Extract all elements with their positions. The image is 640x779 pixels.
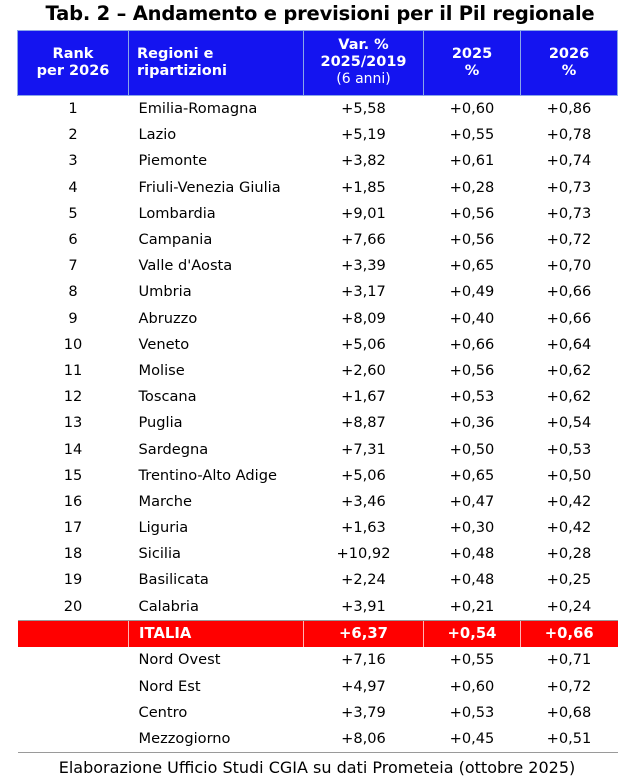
cell-region: Sardegna bbox=[129, 436, 304, 462]
cell-2025-percent: +0,60 bbox=[424, 96, 521, 123]
table-row bbox=[18, 148, 618, 174]
cell-rank: 13 bbox=[18, 410, 129, 436]
cell-2025-percent: +0,53 bbox=[424, 700, 521, 726]
cell-2025-percent: +0,65 bbox=[424, 253, 521, 279]
cell-2026-percent: +0,25 bbox=[521, 567, 618, 593]
cell-rank: 11 bbox=[18, 358, 129, 384]
cell-region: Liguria bbox=[129, 515, 304, 541]
column-header-2025 bbox=[424, 31, 521, 96]
cell-region: Toscana bbox=[129, 384, 304, 410]
column-header-rank-line2: per 2026 bbox=[36, 62, 110, 79]
cell-rank: 17 bbox=[18, 515, 129, 541]
cell-2026-percent: +0,42 bbox=[521, 515, 618, 541]
cell-2025-percent: +0,30 bbox=[424, 515, 521, 541]
cell-rank: 15 bbox=[18, 463, 129, 489]
table-row bbox=[18, 384, 618, 410]
cell-var-percent: +3,91 bbox=[304, 594, 424, 621]
cell-region: Trentino-Alto Adige bbox=[129, 463, 304, 489]
cell-2026-percent: +0,66 bbox=[521, 306, 618, 332]
cell-rank: 14 bbox=[18, 436, 129, 462]
cell-rank: 5 bbox=[18, 201, 129, 227]
table-row bbox=[18, 436, 618, 462]
cell-rank: 7 bbox=[18, 253, 129, 279]
table-row bbox=[18, 253, 618, 279]
cell-var-percent: +5,58 bbox=[304, 96, 424, 123]
cell-2025-percent: +0,65 bbox=[424, 463, 521, 489]
cell-rank bbox=[18, 647, 129, 673]
cell-2026-percent: +0,62 bbox=[521, 384, 618, 410]
table-row bbox=[18, 410, 618, 436]
cell-2025-percent: +0,40 bbox=[424, 306, 521, 332]
table-row bbox=[18, 175, 618, 201]
table-body bbox=[18, 96, 618, 753]
cell-var-percent: +3,46 bbox=[304, 489, 424, 515]
table-row bbox=[18, 122, 618, 148]
table-row bbox=[18, 463, 618, 489]
cell-2025-percent: +0,45 bbox=[424, 726, 521, 753]
cell-var-percent: +6,37 bbox=[304, 620, 424, 647]
cell-rank: 2 bbox=[18, 122, 129, 148]
cell-var-percent: +7,31 bbox=[304, 436, 424, 462]
cell-region: Sicilia bbox=[129, 541, 304, 567]
table-row bbox=[18, 489, 618, 515]
cell-var-percent: +7,66 bbox=[304, 227, 424, 253]
cell-region: Nord Est bbox=[129, 673, 304, 699]
cell-var-percent: +3,39 bbox=[304, 253, 424, 279]
cell-var-percent: +8,87 bbox=[304, 410, 424, 436]
cell-region: ITALIA bbox=[129, 620, 304, 647]
cell-var-percent: +3,17 bbox=[304, 279, 424, 305]
cell-2026-percent: +0,54 bbox=[521, 410, 618, 436]
cell-var-percent: +4,97 bbox=[304, 673, 424, 699]
table-row-macro bbox=[18, 726, 618, 753]
cell-2026-percent: +0,50 bbox=[521, 463, 618, 489]
cell-2025-percent: +0,21 bbox=[424, 594, 521, 621]
column-header-variazione bbox=[304, 31, 424, 96]
cell-region: Piemonte bbox=[129, 148, 304, 174]
column-header-2026-line2: % bbox=[561, 62, 577, 79]
cell-region: Veneto bbox=[129, 332, 304, 358]
table-row-macro bbox=[18, 673, 618, 699]
cell-var-percent: +5,19 bbox=[304, 122, 424, 148]
cell-var-percent: +2,60 bbox=[304, 358, 424, 384]
table-row-italia bbox=[18, 620, 618, 647]
cell-var-percent: +8,06 bbox=[304, 726, 424, 753]
cell-region: Basilicata bbox=[129, 567, 304, 593]
cell-2026-percent: +0,42 bbox=[521, 489, 618, 515]
cell-region: Centro bbox=[129, 700, 304, 726]
cell-2025-percent: +0,49 bbox=[424, 279, 521, 305]
cell-2026-percent: +0,68 bbox=[521, 700, 618, 726]
column-header-regioni-line2: ripartizioni bbox=[137, 62, 228, 79]
cell-2026-percent: +0,51 bbox=[521, 726, 618, 753]
cell-2025-percent: +0,60 bbox=[424, 673, 521, 699]
cell-rank: 4 bbox=[18, 175, 129, 201]
cell-var-percent: +1,63 bbox=[304, 515, 424, 541]
cell-var-percent: +1,67 bbox=[304, 384, 424, 410]
cell-rank: 20 bbox=[18, 594, 129, 621]
cell-region: Lazio bbox=[129, 122, 304, 148]
cell-2025-percent: +0,55 bbox=[424, 122, 521, 148]
cell-rank: 6 bbox=[18, 227, 129, 253]
table-container bbox=[17, 30, 617, 753]
cell-2025-percent: +0,61 bbox=[424, 148, 521, 174]
cell-2025-percent: +0,48 bbox=[424, 567, 521, 593]
cell-rank: 10 bbox=[18, 332, 129, 358]
table-row bbox=[18, 201, 618, 227]
cell-2025-percent: +0,53 bbox=[424, 384, 521, 410]
cell-rank: 12 bbox=[18, 384, 129, 410]
table-row-macro bbox=[18, 700, 618, 726]
table-row bbox=[18, 96, 618, 123]
column-header-2025-line2: % bbox=[464, 62, 480, 79]
cell-var-percent: +1,85 bbox=[304, 175, 424, 201]
cell-2025-percent: +0,47 bbox=[424, 489, 521, 515]
cell-2026-percent: +0,62 bbox=[521, 358, 618, 384]
cell-rank bbox=[18, 726, 129, 753]
cell-var-percent: +5,06 bbox=[304, 463, 424, 489]
cell-var-percent: +3,82 bbox=[304, 148, 424, 174]
cell-var-percent: +3,79 bbox=[304, 700, 424, 726]
cell-2025-percent: +0,54 bbox=[424, 620, 521, 647]
cell-2026-percent: +0,64 bbox=[521, 332, 618, 358]
column-header-variazione-line3: (6 anni) bbox=[336, 71, 391, 87]
table-row bbox=[18, 279, 618, 305]
source-note: Elaborazione Ufficio Studi CGIA su dati Prometeia (ottobre 2025) bbox=[58, 758, 576, 777]
cell-2025-percent: +0,36 bbox=[424, 410, 521, 436]
cell-rank: 18 bbox=[18, 541, 129, 567]
cell-2026-percent: +0,66 bbox=[521, 279, 618, 305]
cell-rank: 19 bbox=[18, 567, 129, 593]
cell-region: Emilia-Romagna bbox=[129, 96, 304, 123]
cell-2025-percent: +0,50 bbox=[424, 436, 521, 462]
cell-2025-percent: +0,28 bbox=[424, 175, 521, 201]
cell-2025-percent: +0,56 bbox=[424, 358, 521, 384]
cell-2026-percent: +0,73 bbox=[521, 201, 618, 227]
cell-2025-percent: +0,48 bbox=[424, 541, 521, 567]
column-header-regioni-line1: Regioni e bbox=[137, 45, 214, 62]
cell-2025-percent: +0,66 bbox=[424, 332, 521, 358]
page-title: Tab. 2 – Andamento e previsioni per il Pil regionale bbox=[45, 2, 595, 25]
header-row bbox=[18, 31, 618, 96]
cell-region: Mezzogiorno bbox=[129, 726, 304, 753]
cell-rank: 9 bbox=[18, 306, 129, 332]
cell-region: Abruzzo bbox=[129, 306, 304, 332]
cell-2026-percent: +0,24 bbox=[521, 594, 618, 621]
cell-region: Campania bbox=[129, 227, 304, 253]
column-header-2026 bbox=[521, 31, 618, 96]
column-header-rank bbox=[18, 31, 129, 96]
cell-2026-percent: +0,70 bbox=[521, 253, 618, 279]
table-header bbox=[18, 31, 618, 96]
cell-rank: 8 bbox=[18, 279, 129, 305]
table-row bbox=[18, 541, 618, 567]
cell-rank bbox=[18, 673, 129, 699]
column-header-rank-line1: Rank bbox=[52, 45, 94, 62]
column-header-2025-line1: 2025 bbox=[451, 45, 493, 62]
table-row bbox=[18, 306, 618, 332]
cell-rank: 1 bbox=[18, 96, 129, 123]
cell-2026-percent: +0,86 bbox=[521, 96, 618, 123]
cell-2026-percent: +0,78 bbox=[521, 122, 618, 148]
cell-var-percent: +8,09 bbox=[304, 306, 424, 332]
table-row bbox=[18, 227, 618, 253]
cell-2025-percent: +0,55 bbox=[424, 647, 521, 673]
cell-rank bbox=[18, 620, 129, 647]
table-row bbox=[18, 594, 618, 621]
column-header-2026-line1: 2026 bbox=[548, 45, 590, 62]
cell-var-percent: +2,24 bbox=[304, 567, 424, 593]
cell-region: Friuli-Venezia Giulia bbox=[129, 175, 304, 201]
cell-2026-percent: +0,73 bbox=[521, 175, 618, 201]
table-row bbox=[18, 567, 618, 593]
cell-2026-percent: +0,74 bbox=[521, 148, 618, 174]
cell-rank: 3 bbox=[18, 148, 129, 174]
cell-var-percent: +10,92 bbox=[304, 541, 424, 567]
column-header-regioni bbox=[129, 31, 304, 96]
column-header-variazione-line1: Var. % bbox=[338, 37, 389, 53]
table-row bbox=[18, 358, 618, 384]
cell-region: Valle d'Aosta bbox=[129, 253, 304, 279]
table-row-macro bbox=[18, 647, 618, 673]
cell-region: Nord Ovest bbox=[129, 647, 304, 673]
column-header-variazione-line2: 2025/2019 bbox=[320, 54, 407, 70]
cell-region: Lombardia bbox=[129, 201, 304, 227]
cell-var-percent: +5,06 bbox=[304, 332, 424, 358]
cell-2025-percent: +0,56 bbox=[424, 227, 521, 253]
cell-2026-percent: +0,72 bbox=[521, 227, 618, 253]
table-row bbox=[18, 515, 618, 541]
pil-regionale-table bbox=[17, 30, 618, 753]
cell-2026-percent: +0,72 bbox=[521, 673, 618, 699]
cell-region: Marche bbox=[129, 489, 304, 515]
cell-2026-percent: +0,71 bbox=[521, 647, 618, 673]
cell-region: Calabria bbox=[129, 594, 304, 621]
cell-rank: 16 bbox=[18, 489, 129, 515]
cell-2025-percent: +0,56 bbox=[424, 201, 521, 227]
cell-region: Molise bbox=[129, 358, 304, 384]
cell-2026-percent: +0,66 bbox=[521, 620, 618, 647]
cell-2026-percent: +0,53 bbox=[521, 436, 618, 462]
cell-region: Puglia bbox=[129, 410, 304, 436]
cell-var-percent: +7,16 bbox=[304, 647, 424, 673]
cell-var-percent: +9,01 bbox=[304, 201, 424, 227]
cell-rank bbox=[18, 700, 129, 726]
cell-2026-percent: +0,28 bbox=[521, 541, 618, 567]
table-row bbox=[18, 332, 618, 358]
cell-region: Umbria bbox=[129, 279, 304, 305]
